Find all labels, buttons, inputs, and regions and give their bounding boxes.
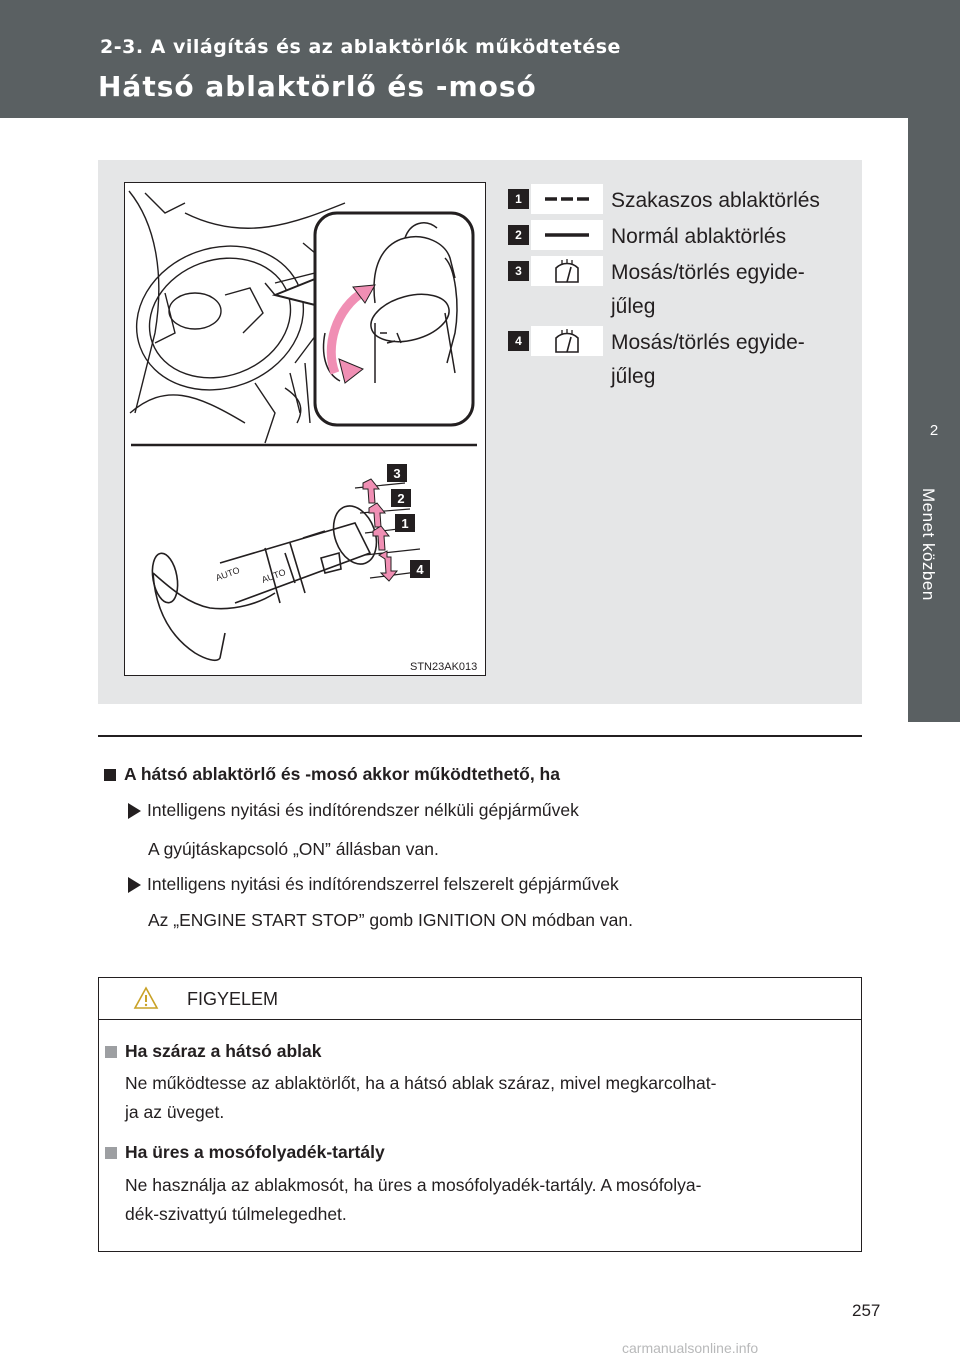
chapter-tab [908, 388, 960, 722]
warning-line: ja az üveget. [125, 1102, 225, 1122]
warning-line: dék-szivattyú túlmelegedhet. [125, 1204, 347, 1224]
washer-wiper-icon [531, 326, 603, 356]
warning-item-body [125, 1069, 855, 1127]
legend-text [611, 256, 837, 324]
warning-line: Ne használja az ablakmosót, ha üres a mosófolyadék-tartály. A mosófolya- [125, 1175, 702, 1195]
legend-item-2 [508, 220, 837, 254]
warning-title: FIGYELEM [187, 989, 279, 1009]
figure-illustration [124, 182, 486, 676]
triangle-bullet-icon [128, 803, 141, 819]
svg-text:AUTO: AUTO [260, 566, 288, 585]
square-bullet-icon [105, 1147, 117, 1159]
condition-label: Intelligens nyitási és indítórendszerrel felszerelt gépjárművek [147, 874, 619, 894]
legend-text-line: jűleg [611, 365, 656, 388]
section-divider [98, 735, 862, 737]
triangle-bullet-icon [128, 877, 141, 893]
warning-box [98, 977, 862, 1252]
chapter-number: 2 [929, 422, 939, 439]
solid-line-icon [531, 220, 603, 250]
zoom-pointer [275, 279, 315, 305]
condition-detail: A gyújtáskapcsoló „ON” állásban van. [148, 839, 439, 859]
warning-item-heading-text: Ha üres a mosófolyadék-tartály [125, 1142, 385, 1162]
page-title: Hátsó ablaktörlő és -mosó [98, 70, 537, 103]
page-number: 257 [852, 1301, 881, 1320]
warning-item-heading [105, 1142, 385, 1163]
callout-2: 2 [397, 491, 405, 506]
legend-text: Szakaszos ablaktörlés [611, 189, 820, 212]
condition-item-2 [128, 874, 619, 895]
legend-item-3 [508, 256, 837, 324]
legend-item-4 [508, 326, 837, 394]
legend-text-line: Mosás/törlés egyide- [611, 331, 805, 354]
section-label: 2-3. A világítás és az ablaktörlők működtetése [100, 36, 621, 58]
washer-wiper-icon [531, 256, 603, 286]
square-bullet-icon [105, 1046, 117, 1058]
svg-text:AUTO: AUTO [214, 564, 242, 583]
condition-detail: Az „ENGINE START STOP” gomb IGNITION ON módban van. [148, 910, 633, 930]
warning-item-body [125, 1171, 855, 1229]
legend-text-line: jűleg [611, 295, 656, 318]
legend-number: 4 [508, 331, 529, 351]
legend-number: 3 [508, 261, 529, 281]
square-bullet-icon [104, 769, 116, 781]
callout-4: 4 [416, 562, 424, 577]
warning-header [99, 978, 861, 1020]
dashboard-drawing [125, 191, 345, 443]
side-tab-top [908, 0, 960, 388]
warning-item-heading [105, 1041, 321, 1062]
wiper-lever-illustration [125, 183, 485, 675]
legend-item-1 [508, 184, 837, 218]
intermittent-dashes-icon [531, 184, 603, 214]
watermark: carmanualsonline.info [622, 1340, 759, 1356]
legend-text: Normál ablaktörlés [611, 225, 787, 248]
legend-number: 1 [508, 189, 529, 209]
figure-code: STN23AK013 [410, 661, 478, 673]
condition-item-1 [128, 800, 579, 821]
legend-text-line: Mosás/törlés egyide- [611, 261, 805, 284]
warning-line: Ne működtesse az ablaktörlőt, ha a hátsó ablak száraz, mivel megkarcolhat- [125, 1073, 717, 1093]
conditions-heading [104, 764, 560, 785]
warning-item-heading-text: Ha száraz a hátsó ablak [125, 1041, 322, 1061]
condition-label: Intelligens nyitási és indítórendszer nélküli gépjárművek [147, 800, 579, 820]
warning-triangle-icon [133, 986, 159, 1015]
callout-1: 1 [401, 516, 409, 531]
legend-number: 2 [508, 225, 529, 245]
conditions-heading-text: A hátsó ablaktörlő és -mosó akkor működtethető, ha [124, 764, 560, 784]
legend-text [611, 326, 837, 394]
callout-3: 3 [393, 466, 401, 481]
chapter-label: Menet közben [919, 488, 938, 601]
